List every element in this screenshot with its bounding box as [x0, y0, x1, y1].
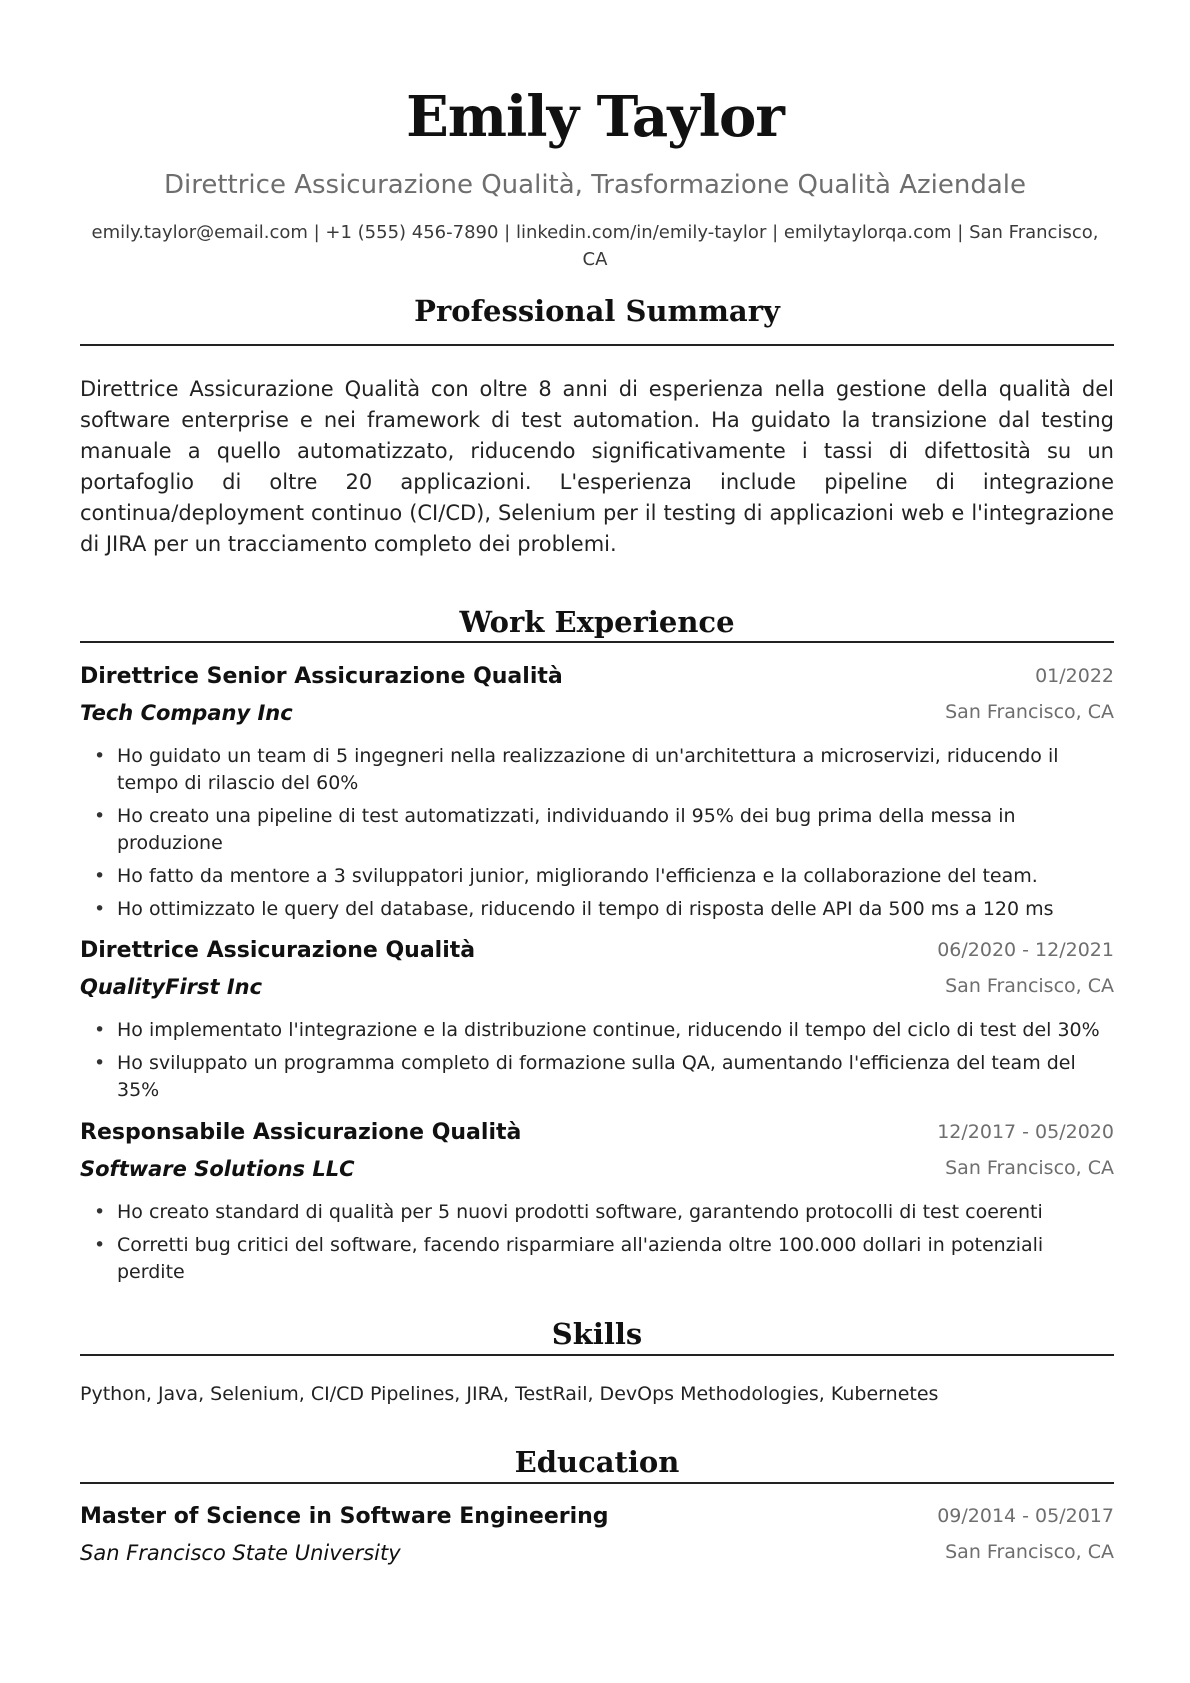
job-dates: 06/2020 - 12/2021	[937, 939, 1114, 961]
bullet-item: • Ho creato standard di qualità per 5 nuovi prodotti software, garantendo protocolli di test coerenti	[80, 1199, 1114, 1226]
job-company: Software Solutions LLC	[80, 1157, 355, 1181]
job-title: Direttrice Assicurazione Qualità	[80, 938, 476, 963]
job-company: QualityFirst Inc	[80, 975, 263, 999]
job-title: Responsabile Assicurazione Qualità	[80, 1120, 522, 1145]
bullet-item: • Ho sviluppato un programma completo di formazione sulla QA, aumentando l'efficienza del team del 35%	[80, 1050, 1114, 1104]
education-heading: Education	[514, 1445, 680, 1479]
bullet-item: • Corretti bug critici del software, facendo risparmiare all'azienda oltre 100.000 dollari in potenziali perdite	[80, 1232, 1114, 1286]
skills-list: Python, Java, Selenium, CI/CD Pipelines, JIRA, TestRail, DevOps Methodologies, Kubernetes	[80, 1383, 939, 1405]
job-company: Tech Company Inc	[80, 701, 293, 725]
job-dates: 01/2022	[1035, 665, 1114, 687]
bullet-item: • Ho creato una pipeline di test automatizzati, individuando il 95% dei bug prima della messa in produzione	[80, 803, 1114, 857]
job-bullets	[80, 743, 1114, 929]
summary-divider	[80, 344, 1114, 346]
candidate-headline: Direttrice Assicurazione Qualità, Trasformazione Qualità Aziendale	[163, 170, 1026, 200]
bullet-item: • Ho ottimizzato le query del database, riducendo il tempo di risposta delle API da 500 ms a 120 ms	[80, 896, 1114, 923]
education-dates: 09/2014 - 05/2017	[937, 1505, 1114, 1527]
summary-heading: Professional Summary	[414, 294, 780, 328]
degree-title: Master of Science in Software Engineering	[80, 1504, 609, 1529]
job-bullets	[80, 1199, 1114, 1292]
experience-divider	[80, 641, 1114, 643]
school-name: San Francisco State University	[80, 1541, 401, 1565]
job-location: San Francisco, CA	[945, 701, 1114, 723]
contact-line: emily.taylor@email.com | +1 (555) 456-7890 | linkedin.com/in/emily-taylor | emilytaylorqa.com | San Francisco, CA	[91, 222, 1099, 270]
bullet-item: • Ho fatto da mentore a 3 sviluppatori junior, migliorando l'efficienza e la collaborazione del team.	[80, 863, 1114, 890]
summary-text: Direttrice Assicurazione Qualità con oltre 8 anni di esperienza nella gestione della qualità del software enterprise e nei framework di test automation. Ha guidato la transizione dal testing manuale a quello automatizzato, riducendo significativamente i tassi di difettosità su un portafoglio di oltre 20 applicazioni. L'esperienza include pipeline di integrazione continua/deployment continuo (CI/CD), Selenium per il testing di applicazioni web e l'integrazione di JIRA per un tracciamento completo dei problemi.	[80, 377, 1114, 556]
skills-heading: Skills	[551, 1317, 643, 1351]
skills-divider	[80, 1354, 1114, 1356]
education-location: San Francisco, CA	[945, 1541, 1114, 1563]
bullet-item: • Ho implementato l'integrazione e la distribuzione continue, riducendo il tempo del ciclo di test del 30%	[80, 1017, 1114, 1044]
job-title: Direttrice Senior Assicurazione Qualità	[80, 664, 563, 689]
job-dates: 12/2017 - 05/2020	[937, 1121, 1114, 1143]
education-divider	[80, 1482, 1114, 1484]
job-location: San Francisco, CA	[945, 975, 1114, 997]
job-bullets	[80, 1017, 1114, 1110]
job-location: San Francisco, CA	[945, 1157, 1114, 1179]
bullet-item: • Ho guidato un team di 5 ingegneri nella realizzazione di un'architettura a microservizi, riducendo il tempo di rilascio del 60%	[80, 743, 1114, 797]
experience-heading: Work Experience	[459, 605, 735, 639]
candidate-name: Emily Taylor	[406, 84, 784, 150]
